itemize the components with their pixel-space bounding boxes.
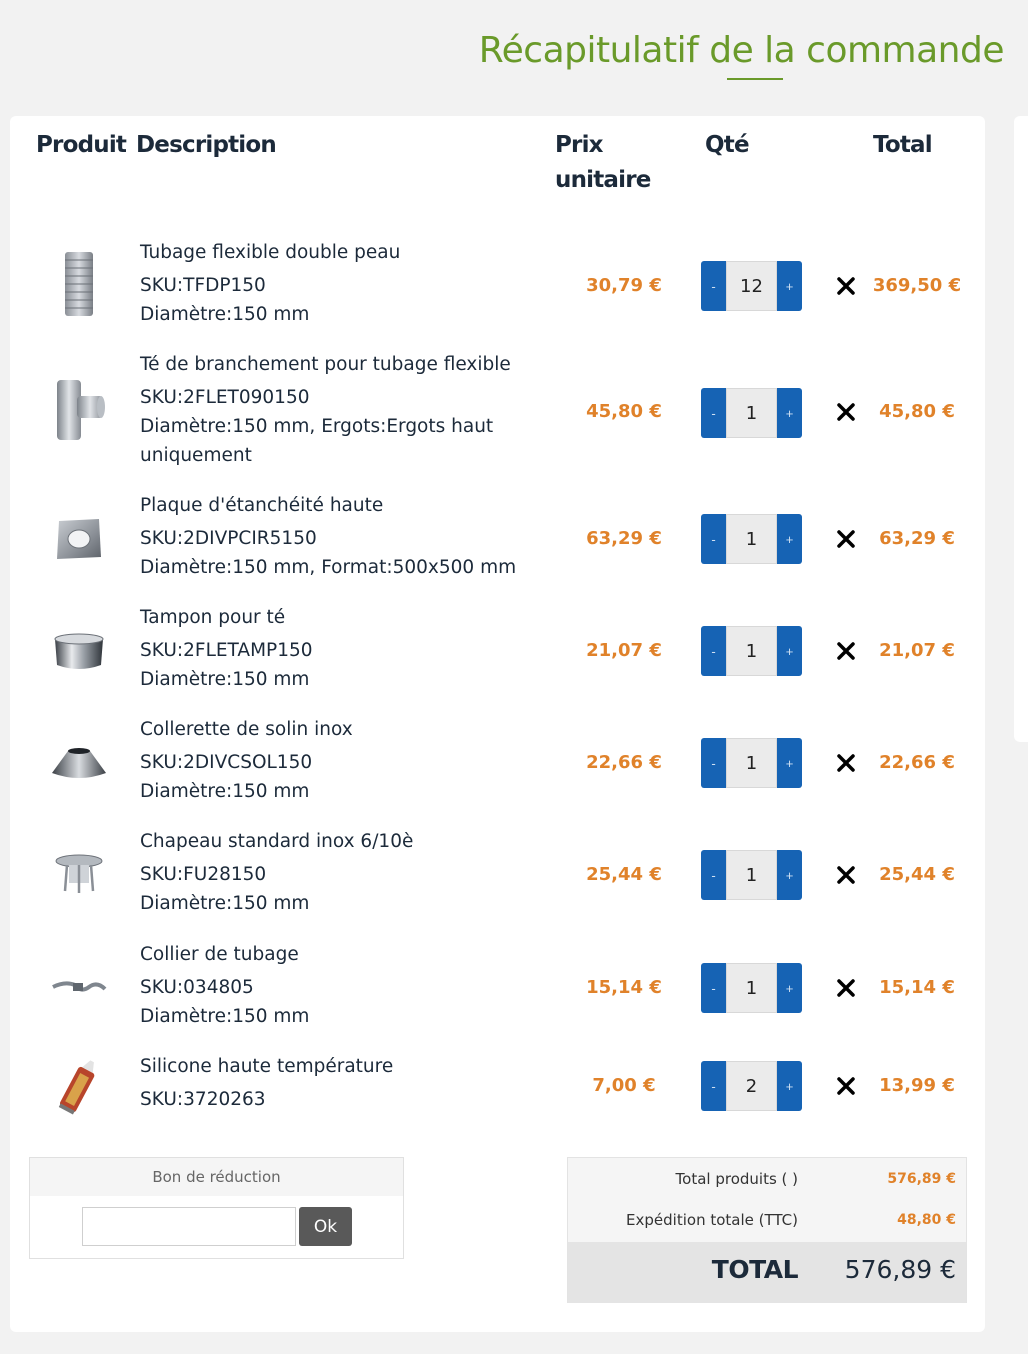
item-sku: SKU:FU28150 [140,864,267,885]
item-line-total: 22,66 € [879,752,955,773]
quantity-stepper [701,388,802,438]
header-total: Total [873,132,932,158]
products-total-value: 576,89 € [887,1171,956,1187]
header-qty: Qté [705,132,749,158]
item-description [140,1052,540,1114]
products-total-label: Total produits ( ) [675,1170,798,1188]
quantity-stepper [701,514,802,564]
header-product: Produit [36,132,127,158]
qty-increase-button[interactable]: + [777,963,802,1013]
qty-decrease-button[interactable]: - [701,1061,726,1111]
item-unit-price: 63,29 € [586,528,662,549]
qty-increase-button[interactable]: + [777,738,802,788]
item-description [140,715,540,806]
item-name: Plaque d'étanchéité haute [140,495,384,516]
cap-icon [48,617,110,685]
header-unit-price [555,128,651,198]
item-attributes: Diamètre:150 mm [140,1006,310,1027]
item-unit-price: 22,66 € [586,752,662,773]
item-attributes: Diamètre:150 mm [140,781,310,802]
item-description [140,238,540,329]
coupon-apply-button[interactable]: Ok [299,1207,352,1246]
item-attributes-cont: uniquement [140,445,252,466]
remove-item-icon[interactable] [836,1076,856,1096]
remove-item-icon[interactable] [836,276,856,296]
item-name: Tubage flexible double peau [140,242,401,263]
item-line-total: 63,29 € [879,528,955,549]
item-sku: SKU:034805 [140,977,254,998]
flashing-collar-icon [48,729,110,797]
item-attributes: Diamètre:150 mm [140,304,310,325]
qty-decrease-button[interactable]: - [701,963,726,1013]
item-unit-price: 15,14 € [586,977,662,998]
quantity-stepper [701,626,802,676]
item-attributes: Diamètre:150 mm, Format:500x500 mm [140,557,517,578]
grand-total-value: 576,89 € [844,1255,956,1284]
qty-decrease-button[interactable]: - [701,738,726,788]
quantity-stepper [701,261,802,311]
order-summary-card [10,116,985,1332]
order-totals [567,1157,967,1303]
title-underline [727,78,783,80]
qty-input[interactable] [726,261,777,311]
qty-increase-button[interactable]: + [777,388,802,438]
item-name: Collier de tubage [140,944,299,965]
header-description: Description [136,132,276,158]
quantity-stepper [701,963,802,1013]
item-line-total: 13,99 € [879,1075,955,1096]
qty-input[interactable] [726,850,777,900]
item-line-total: 369,50 € [872,275,962,296]
grand-total-label: TOTAL [711,1255,798,1284]
qty-input[interactable] [726,514,777,564]
silicone-tube-icon [48,1052,110,1120]
quantity-stepper [701,738,802,788]
qty-increase-button[interactable]: + [777,850,802,900]
qty-increase-button[interactable]: + [777,514,802,564]
qty-input[interactable] [726,388,777,438]
item-unit-price: 30,79 € [586,275,662,296]
item-name: Silicone haute température [140,1056,394,1077]
item-name: Tampon pour té [140,607,286,628]
qty-input[interactable] [726,1061,777,1111]
quantity-stepper [701,1061,802,1111]
item-unit-price: 21,07 € [586,640,662,661]
item-sku: SKU:3720263 [140,1089,266,1110]
item-sku: SKU:2DIVPCIR5150 [140,528,317,549]
item-line-total: 21,07 € [879,640,955,661]
qty-decrease-button[interactable]: - [701,261,726,311]
remove-item-icon[interactable] [836,641,856,661]
sealing-plate-icon [48,505,110,573]
remove-item-icon[interactable] [836,529,856,549]
item-description [140,491,540,582]
qty-decrease-button[interactable]: - [701,850,726,900]
qty-input[interactable] [726,738,777,788]
qty-increase-button[interactable]: + [777,626,802,676]
remove-item-icon[interactable] [836,865,856,885]
shipping-total-label: Expédition totale (TTC) [626,1211,798,1229]
item-line-total: 15,14 € [879,977,955,998]
item-name: Té de branchement pour tubage flexible [140,354,511,375]
side-panel-edge [1014,116,1028,742]
qty-input[interactable] [726,626,777,676]
item-line-total: 25,44 € [879,864,955,885]
qty-decrease-button[interactable]: - [701,626,726,676]
qty-increase-button[interactable]: + [777,1061,802,1111]
qty-increase-button[interactable]: + [777,261,802,311]
coupon-code-input[interactable] [82,1207,296,1246]
quantity-stepper [701,850,802,900]
item-attributes: Diamètre:150 mm [140,893,310,914]
item-unit-price: 7,00 € [592,1075,656,1096]
header-unit-price-line2: unitaire [555,167,651,193]
shipping-total-row [568,1211,966,1233]
item-attributes: Diamètre:150 mm [140,669,310,690]
item-description [140,940,540,1031]
item-attributes: Diamètre:150 mm, Ergots:Ergots haut [140,416,494,437]
coupon-title: Bon de réduction [30,1158,403,1196]
item-sku: SKU:2DIVCSOL150 [140,752,313,773]
remove-item-icon[interactable] [836,753,856,773]
grand-total-row [568,1242,966,1303]
qty-input[interactable] [726,963,777,1013]
item-name: Chapeau standard inox 6/10è [140,831,414,852]
remove-item-icon[interactable] [836,978,856,998]
item-description [140,827,540,918]
qty-decrease-button[interactable]: - [701,388,726,438]
shipping-total-value: 48,80 € [897,1212,956,1228]
chimney-hat-icon [48,841,110,909]
coupon-box [29,1157,404,1259]
item-unit-price: 45,80 € [586,401,662,422]
item-sku: SKU:2FLETAMP150 [140,640,313,661]
item-line-total: 45,80 € [879,401,955,422]
tee-connector-icon [48,376,110,444]
products-total-row [568,1170,966,1192]
header-unit-price-line1: Prix [555,132,603,158]
item-sku: SKU:2FLET090150 [140,387,310,408]
item-name: Collerette de solin inox [140,719,353,740]
item-description [140,603,540,694]
pipe-clamp-icon [48,954,110,1022]
page-title: Récapitulatif de la commande [478,30,1004,71]
remove-item-icon[interactable] [836,402,856,422]
item-description [140,350,540,470]
item-sku: SKU:TFDP150 [140,275,266,296]
flexible-pipe-icon [48,250,110,318]
qty-decrease-button[interactable]: - [701,514,726,564]
item-unit-price: 25,44 € [586,864,662,885]
